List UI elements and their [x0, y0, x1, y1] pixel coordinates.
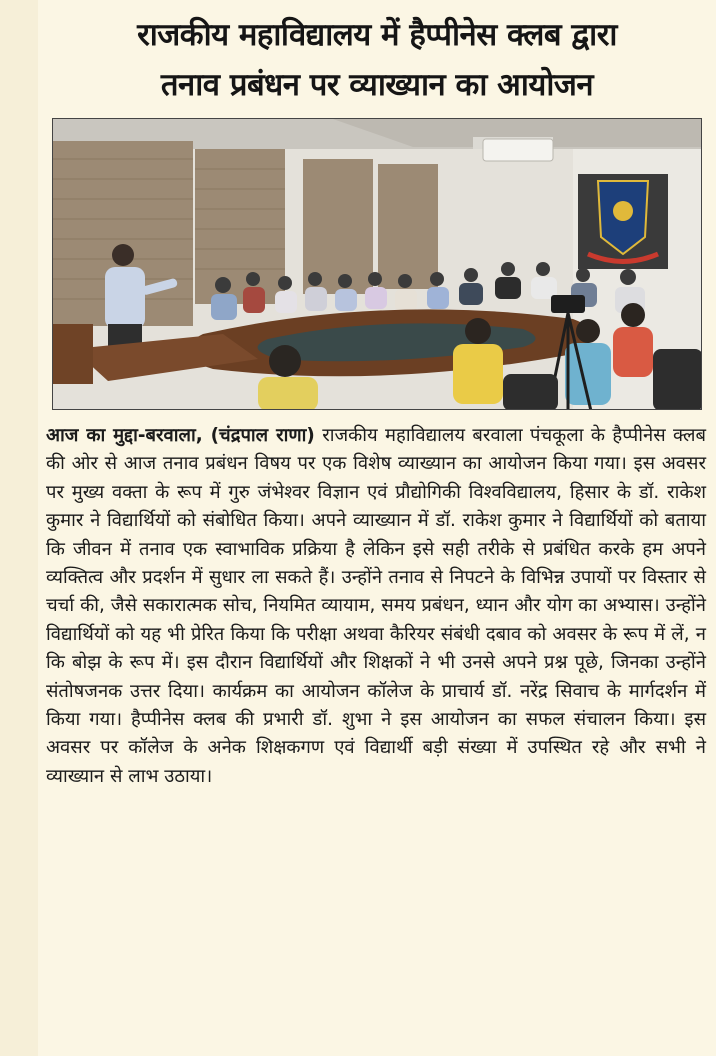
lecture-photo — [52, 118, 702, 410]
newspaper-clipping — [38, 0, 716, 1056]
headline-line-2: तनाव प्रबंधन पर व्याख्यान का आयोजन — [160, 67, 594, 103]
article-body-text: राजकीय महाविद्यालय बरवाला पंचकूला के हैप्पीनेस क्लब की ओर से आज तनाव प्रबंधन विषय पर एक विशेष व्याख्यान का आयोजन किया गया। इस अवसर पर मुख्य वक्ता के रूप में गुरु जंभेश्वर विज्ञान एवं प्रौद्योगिकी विश्वविद्यालय, हिसार के डॉ. राकेश कुमार ने विद्यार्थियों को संबोधित किया। अपने व्याख्यान में डॉ. राकेश कुमार ने विद्यार्थियों को बताया कि जीवन में तनाव एक स्वाभाविक प्रक्रिया है लेकिन इसे सही तरीके से प्रबंधित करके हम अपने व्यक्तित्व और प्रदर्शन में सुधार ला सकते हैं। उन्होंने तनाव से निपटने के विभिन्न उपायों पर विस्तार से चर्चा की, जैसे सकारात्मक सोच, नियमित व्यायाम, समय प्रबंधन, ध्यान और योग का अभ्यास। उन्होंने विद्यार्थियों को यह भी प्रेरित किया कि परीक्षा अथवा कैरियर संबंधी दबाव को अवसर के रूप में लें, न कि बोझ के रूप में। इस दौरान विद्यार्थियों और शिक्षकों ने भी उनसे अपने प्रश्न पूछे, जिनका उन्होंने संतोषजनक उत्तर दिया। कार्यक्रम का आयोजन कॉलेज के प्राचार्य डॉ. नरेंद्र सिवाच के मार्गदर्शन में किया गया। हैप्पीनेस क्लब की प्रभारी डॉ. शुभा ने इस आयोजन का सफल संचालन किया। इस अवसर पर कॉलेज के अनेक शिक्षकगण एवं विद्यार्थी बड़ी संख्या में उपस्थित रहे और सभी ने व्याख्यान से लाभ उठाया। — [46, 425, 706, 787]
headline-line-1: राजकीय महाविद्यालय में हैप्पीनेस क्लब द्वारा — [137, 17, 617, 53]
lecture-photo-illustration — [53, 119, 702, 410]
dateline: आज का मुद्दा-बरवाला, (चंद्रपाल राणा) — [46, 425, 315, 446]
article-body — [46, 422, 706, 791]
headline — [38, 0, 716, 110]
